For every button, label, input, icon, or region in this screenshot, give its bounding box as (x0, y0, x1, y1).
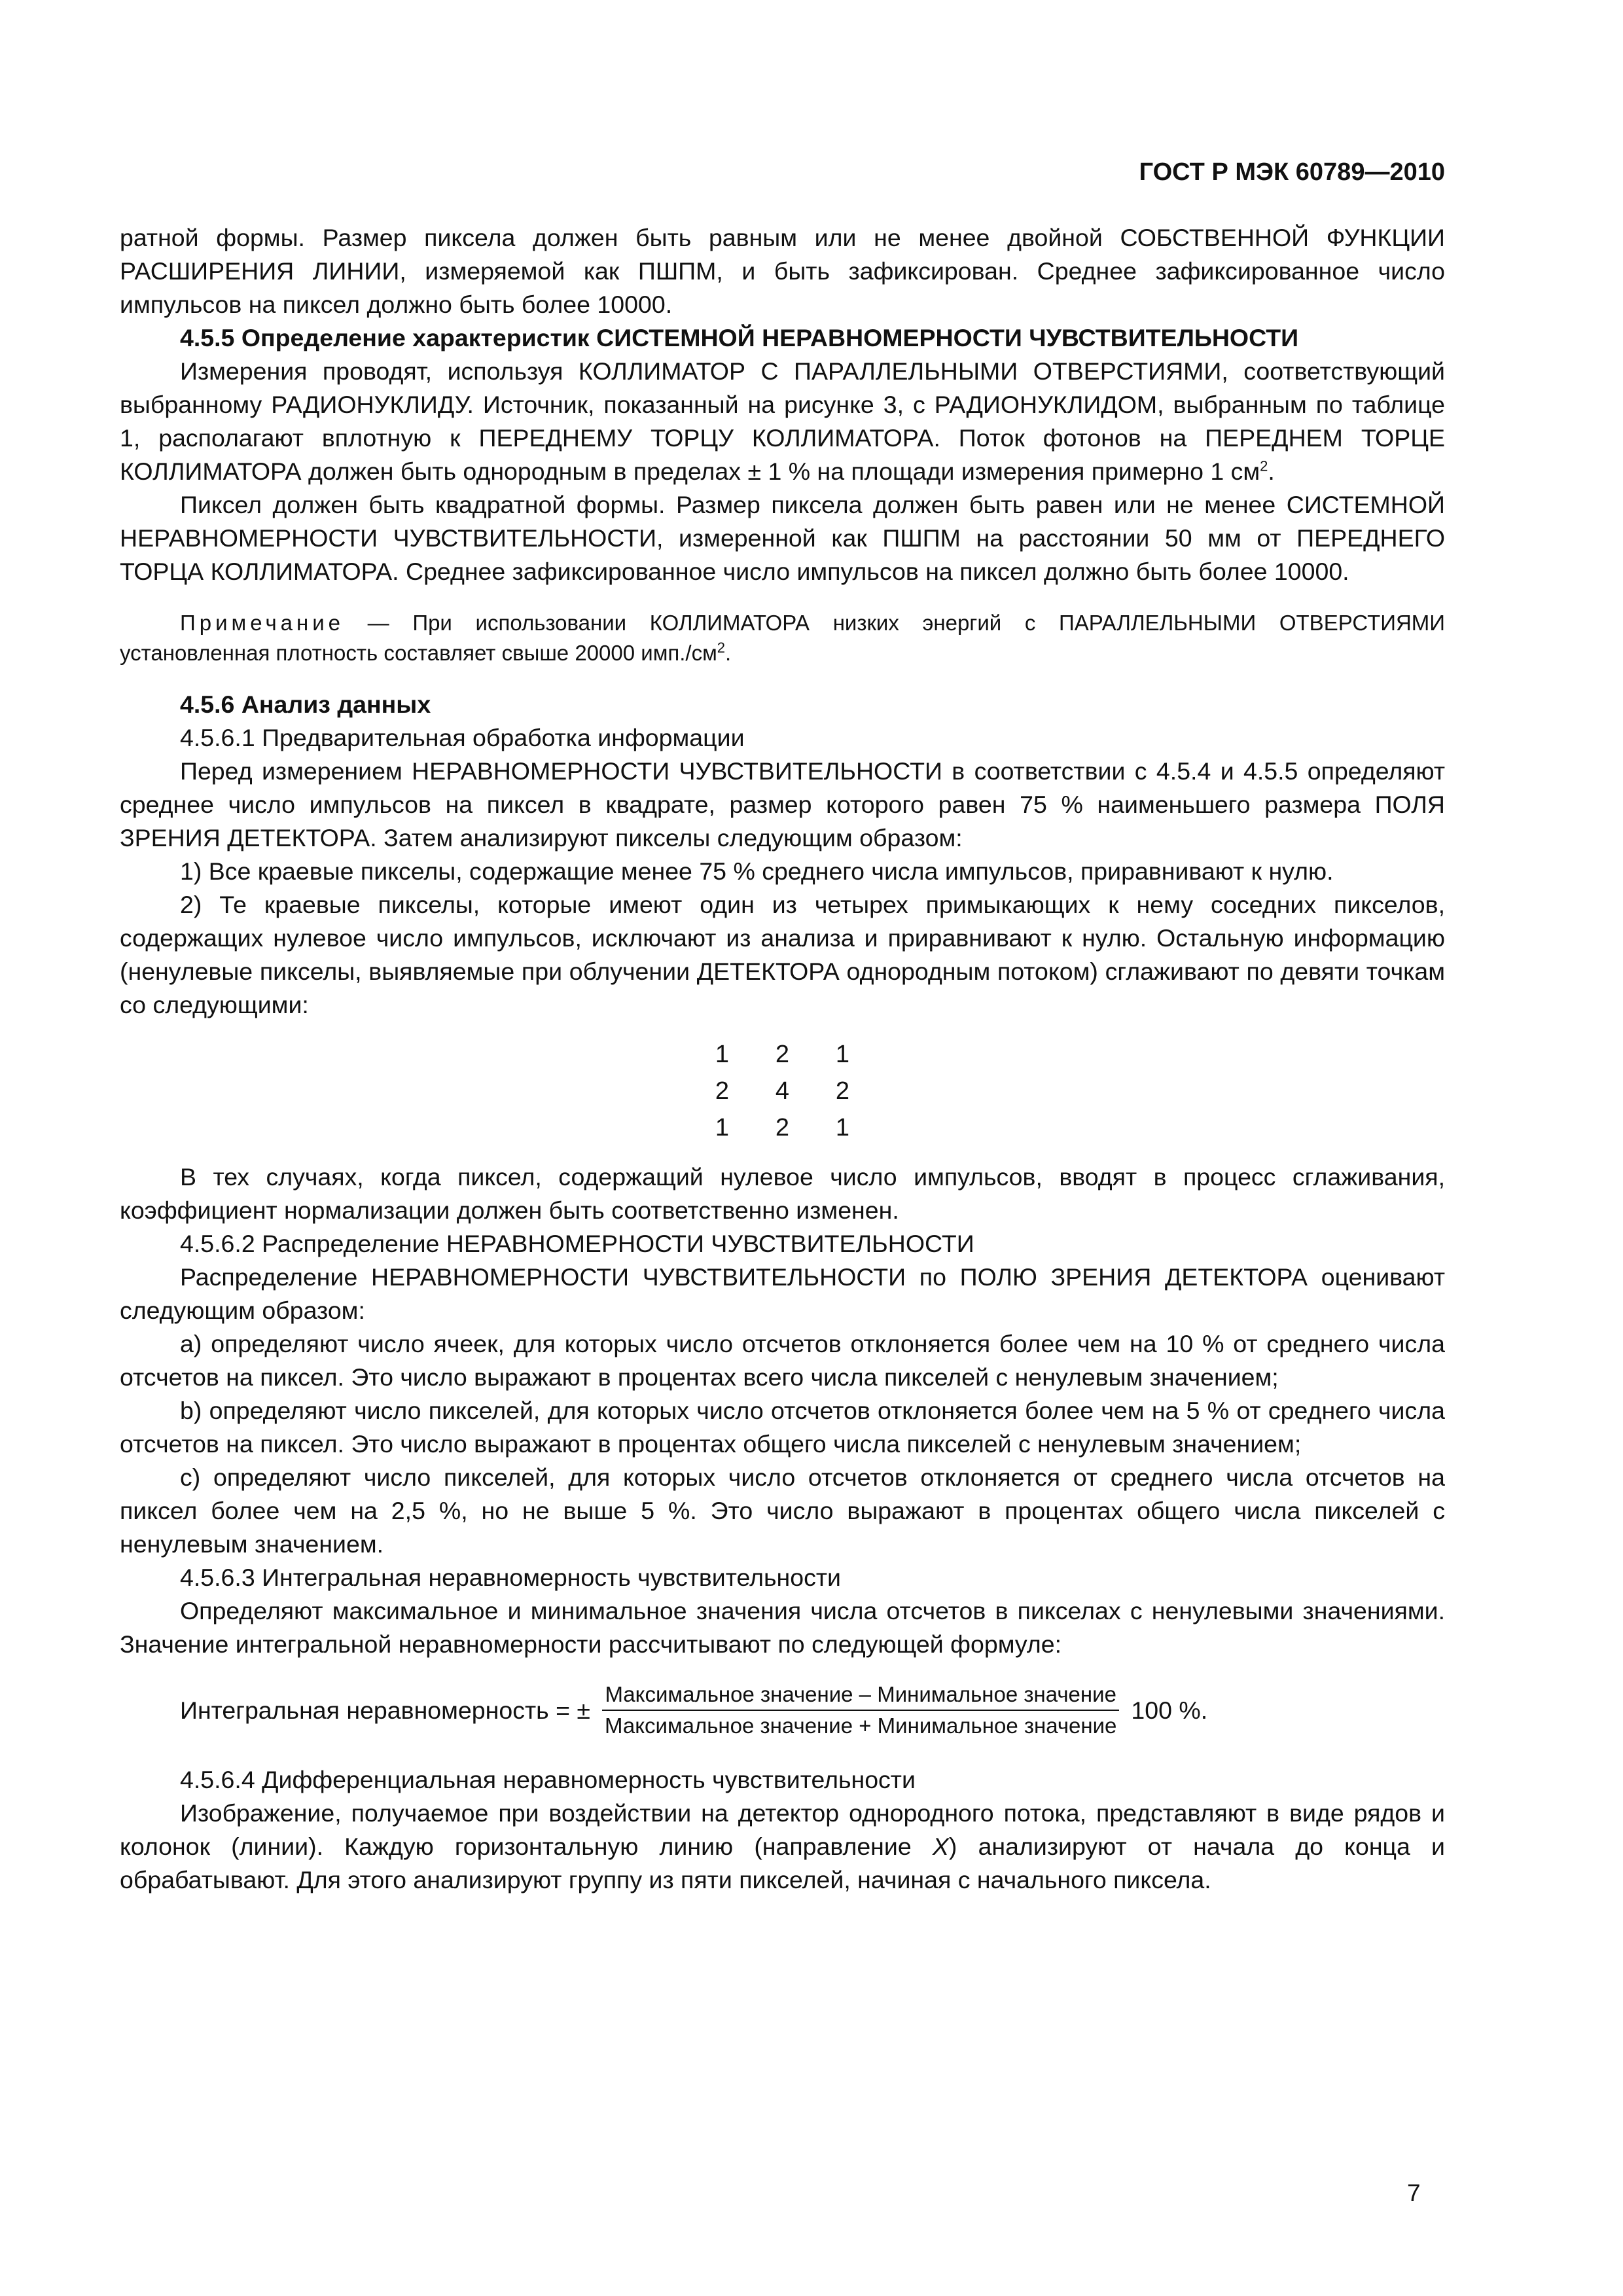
subsection-heading-4-5-6-1: 4.5.6.1 Предварительная обработка информации (180, 724, 745, 751)
matrix-cell: 2 (775, 1114, 790, 1141)
smoothing-matrix (692, 1036, 873, 1146)
superscript-2: 2 (1260, 457, 1268, 475)
paragraph-normalization: В тех случаях, когда пиксел, содержащий нулевое число импульсов, вводят в процесс сглаживания, коэффициент нормализации должен быть соответственно изменен. (120, 1163, 1445, 1224)
paragraph-continuation: ратной формы. Размер пиксела должен быть равным или не менее двойной СОБСТВЕННОЙ ФУНКЦИИ РАСШИРЕНИЯ ЛИНИИ, измеряемой как ПШПМ, и быть зафиксирован. Среднее зафиксированное число импульсов на пиксел должно быть более 10000. (120, 224, 1445, 318)
paragraph-differential-text-b: ) анализируют от начала до конца и обрабатывают. Для этого анализируют группу из пяти пикселей, начиная с начального пиксела. (120, 1833, 1445, 1893)
matrix-cell: 1 (715, 1041, 730, 1068)
paragraph-integral: Определяют максимальное и минимальное значения числа отсчетов в пикселах с ненулевыми значениями. Значение интегральной неравномерности рассчитывают по следующей формуле: (120, 1597, 1445, 1658)
matrix-cell: 2 (775, 1041, 790, 1068)
paragraph-distribution: Распределение НЕРАВНОМЕРНОСТИ ЧУВСТВИТЕЛЬНОСТИ по ПОЛЮ ЗРЕНИЯ ДЕТЕКТОРА оценивают следующим образом: (120, 1263, 1445, 1324)
matrix-cell: 2 (835, 1077, 850, 1105)
standard-code-header: ГОСТ Р МЭК 60789—2010 (1139, 158, 1445, 186)
document-page (120, 157, 1445, 1897)
subsection-heading-4-5-6-3: 4.5.6.3 Интегральная неравномерность чувствительности (180, 1564, 841, 1591)
formula-numerator: Максимальное значение – Минимальное значение (602, 1681, 1118, 1711)
integral-uniformity-formula (180, 1681, 1445, 1740)
note-superscript-2: 2 (717, 639, 726, 656)
note-label: Примечание (180, 611, 345, 635)
direction-x: X (932, 1833, 949, 1860)
matrix-cell: 1 (715, 1114, 730, 1141)
paragraph-differential-text-a: Изображение, получаемое при воздействии на детектор однородного потока, представляют в виде рядов и колонок (линии). Каждую горизонтальную линию (направление (120, 1799, 1445, 1860)
formula-lhs: Интегральная неравномерность = ± (180, 1696, 590, 1724)
paragraph-differential (120, 1797, 1445, 1897)
note-text: — При использовании КОЛЛИМАТОРА низких энергий с ПАРАЛЛЕЛЬНЫМИ ОТВЕРСТИЯМИ установленная плотность составляет свыше 20000 имп./см (120, 611, 1445, 665)
subsection-heading-4-5-6-4: 4.5.6.4 Дифференциальная неравномерность чувствительности (180, 1766, 916, 1793)
list-item-a: a) определяют число ячеек, для которых число отсчетов отклоняется более чем на 10 % от среднего числа отсчетов на пиксел. Это число выражают в процентах всего числа пикселей с ненулевым значением; (120, 1330, 1445, 1391)
paragraph-end-dot: . (1268, 457, 1275, 485)
section-heading-4-5-6: 4.5.6 Анализ данных (180, 691, 431, 718)
subsection-heading-4-5-6-2: 4.5.6.2 Распределение НЕРАВНОМЕРНОСТИ ЧУВСТВИТЕЛЬНОСТИ (180, 1230, 974, 1257)
list-item-1: 1) Все краевые пикселы, содержащие менее 75 % среднего числа импульсов, приравнивают к нулю. (180, 857, 1334, 885)
list-item-b: b) определяют число пикселей, для которых число отсчетов отклоняется более чем на 5 % от среднего числа отсчетов на пиксел. Это число выражают в процентах общего числа пикселей с ненулевым значением; (120, 1397, 1445, 1458)
matrix-row (692, 1073, 873, 1109)
paragraph-measurement-text: Измерения проводят, используя КОЛЛИМАТОР С ПАРАЛЛЕЛЬНЫМИ ОТВЕРСТИЯМИ, соответствующий выбранному РАДИОНУКЛИДУ. Источник, показанный на рисунке 3, с РАДИОНУКЛИДОМ, выбранным по таблице 1, располагают вплотную к ПЕРЕДНЕМУ ТОРЦУ КОЛЛИМАТОРА. Поток фотонов на ПЕРЕДНЕМ ТОРЦЕ КОЛЛИМАТОРА должен быть однородным в пределах ± 1 % на площади измерения примерно 1 см (120, 357, 1445, 485)
formula-denominator: Максимальное значение + Минимальное значение (604, 1713, 1117, 1738)
matrix-cell: 1 (835, 1114, 850, 1141)
paragraph-measurement (120, 355, 1445, 488)
matrix-row (692, 1036, 873, 1073)
paragraph-pixel-size: Пиксел должен быть квадратной формы. Размер пиксела должен быть равен или не менее СИСТЕМНОЙ НЕРАВНОМЕРНОСТИ ЧУВСТВИТЕЛЬНОСТИ, измеренной как ПШПМ на расстоянии 50 мм от ПЕРЕДНЕГО ТОРЦА КОЛЛИМАТОРА. Среднее зафиксированное число импульсов на пиксел должно быть более 10000. (120, 491, 1445, 585)
page-number: 7 (1407, 2179, 1421, 2206)
matrix-cell: 1 (835, 1041, 850, 1068)
paragraph-preprocessing: Перед измерением НЕРАВНОМЕРНОСТИ ЧУВСТВИТЕЛЬНОСТИ в соответствии с 4.5.4 и 4.5.5 определяют среднее число импульсов на пиксел в квадрате, размер которого равен 75 % наименьшего размера ПОЛЯ ЗРЕНИЯ ДЕТЕКТОРА. Затем анализируют пикселы следующим образом: (120, 757, 1445, 852)
list-item-c: c) определяют число пикселей, для которых число отсчетов отклоняется от среднего числа отсчетов на пиксел более чем на 2,5 %, но не выше 5 %. Это число выражают в процентах общего числа пикселей с ненулевым значением. (120, 1463, 1445, 1558)
list-item-2: 2) Те краевые пикселы, которые имеют один из четырех примыкающих к нему соседних пикселов, содержащих нулевое число импульсов, исключают из анализа и приравнивают к нулю. Остальную информацию (ненулевые пикселы, выявляемые при облучении ДЕТЕКТОРА однородным потоком) сглаживают по девяти точкам со следующими: (120, 891, 1445, 1018)
note-end-dot: . (725, 641, 732, 665)
note (120, 608, 1445, 668)
formula-rhs: 100 %. (1131, 1696, 1208, 1724)
formula-fraction (602, 1681, 1119, 1740)
matrix-cell: 4 (775, 1077, 790, 1105)
matrix-cell: 2 (715, 1077, 730, 1105)
matrix-row (692, 1109, 873, 1146)
section-heading-4-5-5: 4.5.5 Определение характеристик СИСТЕМНОЙ НЕРАВНОМЕРНОСТИ ЧУВСТВИТЕЛЬНОСТИ (180, 324, 1299, 351)
